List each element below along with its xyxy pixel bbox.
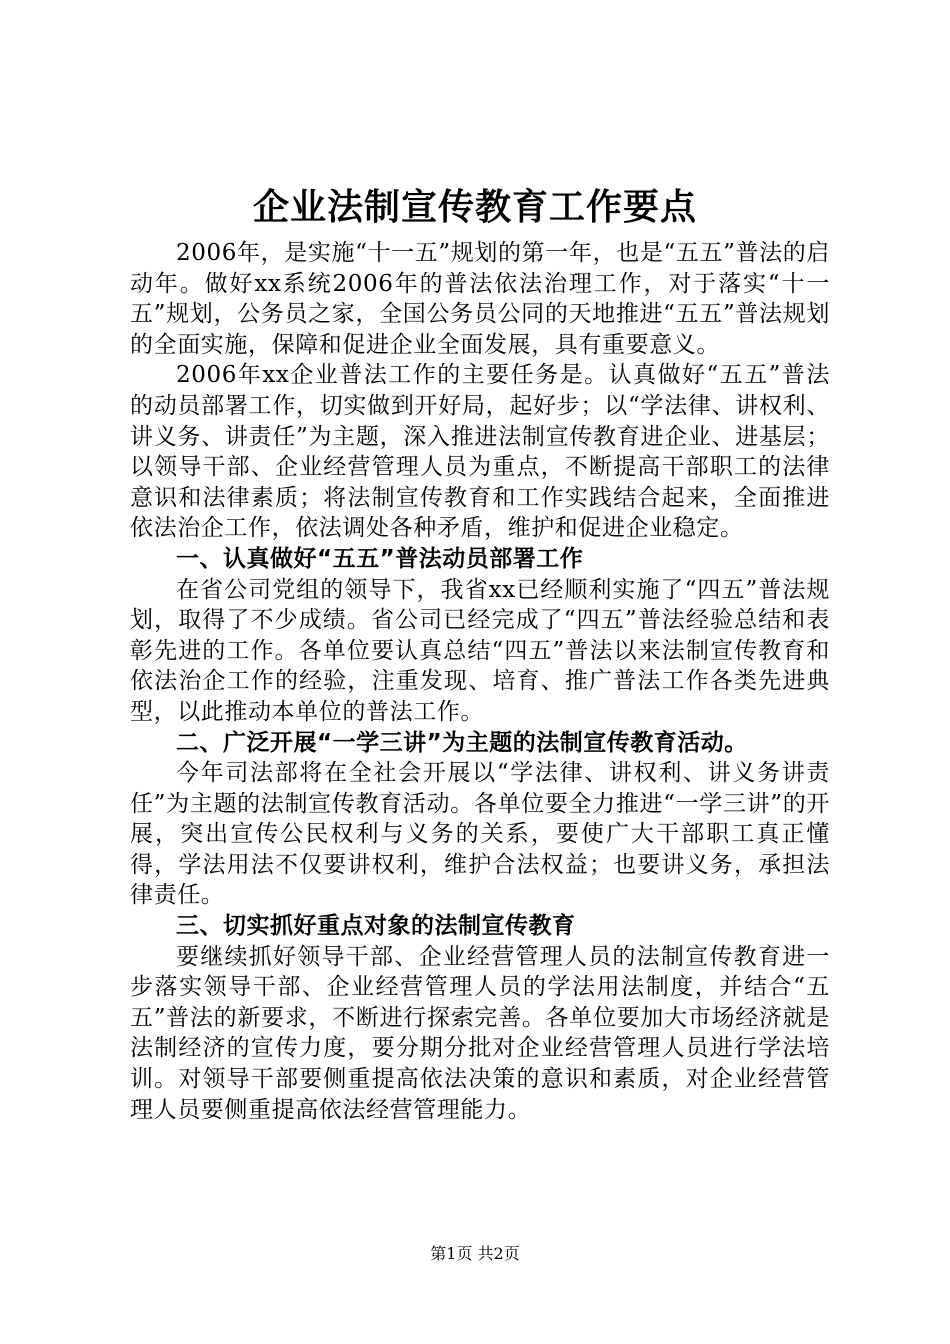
document-title: 企业法制宣传教育工作要点 bbox=[252, 186, 697, 228]
section-paragraph-2: 今年司法部将在全社会开展以“学法律、讲权利、讲义务讲责任”为主题的法制宣传教育活动。各单位要全力推进“一学三讲”的开展，突出宣传公民权利与义务的关系，要使广大干部职工真正懂得，学法用法不仅要讲权利，维护合法权益；也要讲义务，承担法律责任。 bbox=[130, 760, 830, 909]
section-heading-3: 三、切实抓好重点对象的法制宣传教育 bbox=[176, 913, 576, 940]
section-heading-1: 一、认真做好“五五”普法动员部署工作 bbox=[176, 545, 584, 572]
section-paragraph-3: 要继续抓好领导干部、企业经营管理人员的法制宣传教育进一步落实领导干部、企业经营管理人员的学法用法制度，并结合“五五”普法的新要求，不断进行探索完善。各单位要加大市场经济就是法制经济的宣传力度，要分期分批对企业经营管理人员进行学法培训。对领导干部要侧重提高依法决策的意识和素质，对企业经营管理人员要侧重提高依法经营管理能力。 bbox=[130, 943, 830, 1123]
document-body bbox=[130, 238, 830, 1125]
section-heading-2: 二、广泛开展“一学三讲”为主题的法制宣传教育活动。 bbox=[176, 729, 748, 756]
section-paragraph-1: 在省公司党组的领导下，我省xx已经顺利实施了“四五”普法规划，取得了不少成绩。省公司已经完成了“四五”普法经验总结和表彰先进的工作。各单位要认真总结“四五”普法以来法制宣传教育和依法治企工作的经验，注重发现、培育、推广普法工作各类先进典型，以此推动本单位的普法工作。 bbox=[130, 576, 830, 725]
intro-paragraph-1: 2006年，是实施“十一五”规划的第一年，也是“五五”普法的启动年。做好xx系统2006年的普法依法治理工作，对于落实“十一五”规划，公务员之家，全国公务员公同的天地推进“五五”普法规划的全面实施，保障和促进企业全面发展，具有重要意义。 bbox=[130, 240, 830, 358]
intro-paragraph-2: 2006年xx企业普法工作的主要任务是。认真做好“五五”普法的动员部署工作，切实做到开好局，起好步；以“学法律、讲权利、讲义务、讲责任”为主题，深入推进法制宣传教育进企业、进基层；以领导干部、企业经营管理人员为重点，不断提高干部职工的法律意识和法律素质；将法制宣传教育和工作实践结合起来，全面推进依法治企工作，依法调处各种矛盾，维护和促进企业稳定。 bbox=[130, 362, 830, 542]
page-number-footer: 第1页 共2页 bbox=[430, 1244, 520, 1263]
